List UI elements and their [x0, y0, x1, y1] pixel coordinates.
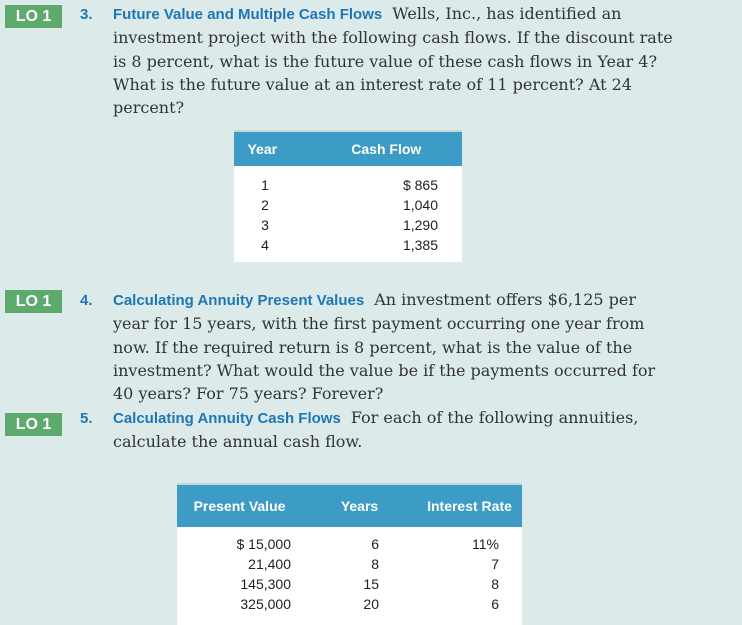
problem-text: For each of the following annuities, calculate the annual cash flow.: [113, 408, 639, 452]
table-cell: 6: [371, 536, 379, 552]
table-cell: 1,040: [402, 197, 438, 213]
table-cell: 6: [491, 596, 499, 612]
table-cell: 325,000: [240, 596, 291, 612]
problem-title: Calculating Annuity Cash Flows: [113, 410, 341, 427]
problem-text: Wells, Inc., has identified an investment project with the following cash flows. If the discount rate is 8 percent, what is the future value of these cash flows in Year 4? What is the future value at an interest rate of 11 percent? At 24 percent?: [113, 4, 673, 118]
table-cell: 4: [261, 237, 269, 253]
table-cell: 1: [261, 177, 269, 193]
annuity-table: [177, 483, 522, 625]
table-cell: 8: [371, 556, 379, 572]
table-cell: 11%: [472, 536, 499, 552]
table-cell: 2: [261, 197, 269, 213]
table-cell: 8: [491, 576, 499, 592]
lo-badge: LO 1: [5, 290, 62, 313]
problem-number: 3.: [80, 6, 93, 23]
table-row: [177, 554, 522, 574]
lo-badge: LO 1: [5, 5, 62, 28]
problem-text: An investment offers $6,125 per year for 15 years, with the first payment occurring one year from now. If the required return is 8 percent, what is the value of the investment? What would the value be if the payments occurred for 40 years? For 75 years? Forever?: [113, 290, 656, 404]
table-cell: 3: [261, 217, 269, 233]
header-cash-flow: Cash Flow: [351, 141, 422, 157]
table-row: [234, 235, 462, 255]
problem-number: 5.: [80, 410, 93, 427]
table-cell: 145,300: [240, 576, 291, 592]
problem-number: 4.: [80, 292, 93, 309]
header-years: Years: [340, 498, 379, 514]
lo-badge: LO 1: [5, 413, 62, 436]
problem-title: Future Value and Multiple Cash Flows: [113, 6, 383, 23]
table-row: [177, 594, 522, 614]
table-cell: 1,385: [402, 237, 438, 253]
table-cell: $ 15,000: [236, 536, 291, 552]
problem-title: Calculating Annuity Present Values: [113, 292, 365, 309]
header-interest-rate: Interest Rate: [427, 498, 512, 514]
table-cell: 1,290: [402, 217, 438, 233]
header-present-value: Present Value: [193, 498, 286, 514]
table-cell: 7: [491, 556, 499, 572]
cash-flow-table: [234, 130, 462, 262]
table-cell: 21,400: [248, 556, 291, 572]
header-year: Year: [247, 141, 278, 157]
table-row: [234, 175, 462, 195]
table-cell: 20: [363, 596, 379, 612]
table-row: [177, 534, 522, 554]
table-row: [234, 195, 462, 215]
table-cell: 15: [363, 576, 379, 592]
table-cell: $ 865: [402, 177, 438, 193]
table-row: [234, 215, 462, 235]
table-row: [177, 574, 522, 594]
